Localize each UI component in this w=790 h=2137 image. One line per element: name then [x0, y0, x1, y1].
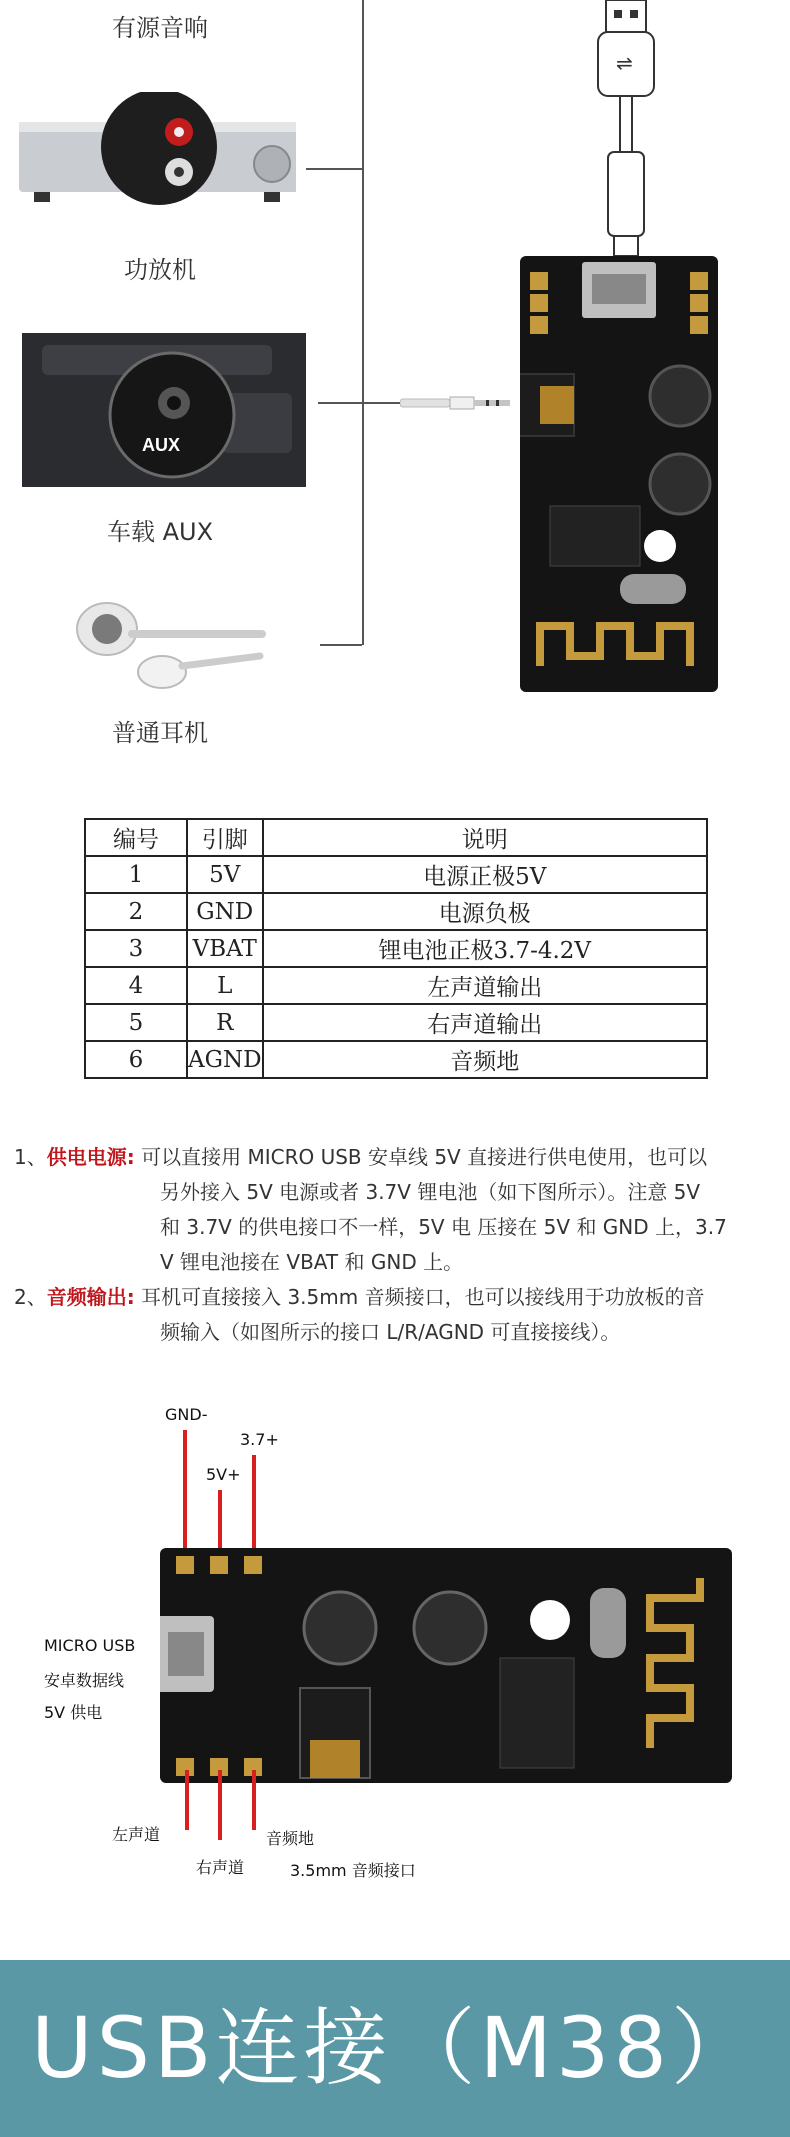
- cell-description: 电源正极5V: [263, 856, 707, 893]
- usb-label-line3: 5V 供电: [44, 1703, 103, 1722]
- cell-number: 1: [85, 856, 187, 893]
- gnd-label: GND-: [165, 1405, 208, 1424]
- wire-left: [185, 1770, 189, 1830]
- cell-description: 电源负极: [263, 893, 707, 930]
- header-description: 说明: [263, 819, 707, 856]
- bracket-line-car: [318, 402, 362, 404]
- svg-text:⇌: ⇌: [616, 51, 633, 75]
- bracket-line-amplifier: [306, 168, 362, 170]
- banner-title: USB连接（M38）: [31, 1999, 759, 2097]
- note-item-power: [14, 1140, 784, 1175]
- wire-37: [252, 1455, 256, 1555]
- note-text: 频输入（如图所示的接口 L/R/AGND 可直接接线）。: [160, 1320, 621, 1344]
- cell-pin: 5V: [187, 856, 263, 893]
- usb-label-line1: MICRO USB: [44, 1636, 136, 1655]
- device-label-car-aux: 车载 AUX: [106, 518, 214, 546]
- jack-label: 3.5mm 音频接口: [290, 1861, 416, 1880]
- left-channel-label: 左声道: [112, 1825, 161, 1844]
- cell-number: 2: [85, 893, 187, 930]
- car-aux-photo: [22, 333, 306, 487]
- module-board-photo: [160, 1548, 732, 1783]
- device-label-earphone: 普通耳机: [112, 719, 208, 747]
- wire-right: [218, 1770, 222, 1840]
- pin-table-header: [85, 819, 707, 856]
- bracket-line-to-plug: [362, 402, 402, 404]
- device-label-amplifier: 功放机: [124, 256, 196, 284]
- note-item-audio: [14, 1280, 784, 1315]
- header-number: 编号: [85, 819, 187, 856]
- header-pin: 引脚: [187, 819, 263, 856]
- amplifier-photo: [14, 92, 296, 222]
- cell-number: 6: [85, 1041, 187, 1078]
- cell-pin: L: [187, 967, 263, 1004]
- note-title-power: 供电电源:: [46, 1145, 135, 1169]
- cell-number: 3: [85, 930, 187, 967]
- cell-description: 音频地: [263, 1041, 707, 1078]
- right-channel-label: 右声道: [196, 1858, 245, 1877]
- cell-pin: AGND: [187, 1041, 263, 1078]
- cell-pin: R: [187, 1004, 263, 1041]
- v5-label: 5V+: [206, 1465, 241, 1484]
- note-text: 耳机可直接接入 3.5mm 音频接口，也可以接线用于功放板的音: [141, 1285, 705, 1309]
- wire-5v: [218, 1490, 222, 1555]
- v37-label: 3.7+: [240, 1430, 279, 1449]
- usb-label-line2: 安卓数据线: [44, 1671, 125, 1690]
- device-label-speaker: 有源音响: [112, 14, 208, 42]
- bracket-line-earphone: [320, 644, 362, 646]
- usb-cable-icon: [590, 0, 662, 260]
- note-prefix: 1、: [14, 1145, 47, 1169]
- cell-pin: VBAT: [187, 930, 263, 967]
- table-row: [85, 1004, 707, 1041]
- table-row: [85, 967, 707, 1004]
- title-banner: [0, 1960, 790, 2137]
- note-text: 可以直接用 MICRO USB 安卓线 5V 直接进行供电使用，也可以: [141, 1145, 708, 1169]
- pin-table: [84, 818, 708, 1079]
- note-text: 另外接入 5V 电源或者 3.7V 锂电池（如下图所示）。注意 5V: [160, 1180, 701, 1204]
- cell-number: 5: [85, 1004, 187, 1041]
- note-text: 和 3.7V 的供电接口不一样，5V 电 压接在 5V 和 GND 上，3.7: [160, 1215, 727, 1239]
- cell-description: 左声道输出: [263, 967, 707, 1004]
- notes-section: [14, 1140, 784, 1350]
- cell-description: 锂电池正极3.7-4.2V: [263, 930, 707, 967]
- table-row: [85, 1041, 707, 1078]
- aux-text: AUX: [142, 435, 181, 455]
- wire-agnd: [252, 1770, 256, 1830]
- table-row: [85, 856, 707, 893]
- wire-gnd: [183, 1430, 187, 1555]
- earphone-photo: [72, 594, 272, 694]
- note-prefix: 2、: [14, 1285, 47, 1309]
- note-text: V 锂电池接在 VBAT 和 GND 上。: [160, 1250, 464, 1274]
- table-row: [85, 930, 707, 967]
- cell-description: 右声道输出: [263, 1004, 707, 1041]
- note-title-audio: 音频输出:: [46, 1285, 135, 1309]
- cell-pin: GND: [187, 893, 263, 930]
- agnd-label: 音频地: [266, 1829, 315, 1848]
- cell-number: 4: [85, 967, 187, 1004]
- audio-plug-icon: [400, 392, 512, 414]
- bracket-vertical-line: [362, 0, 364, 645]
- table-row: [85, 893, 707, 930]
- bluetooth-module-photo: [520, 256, 718, 692]
